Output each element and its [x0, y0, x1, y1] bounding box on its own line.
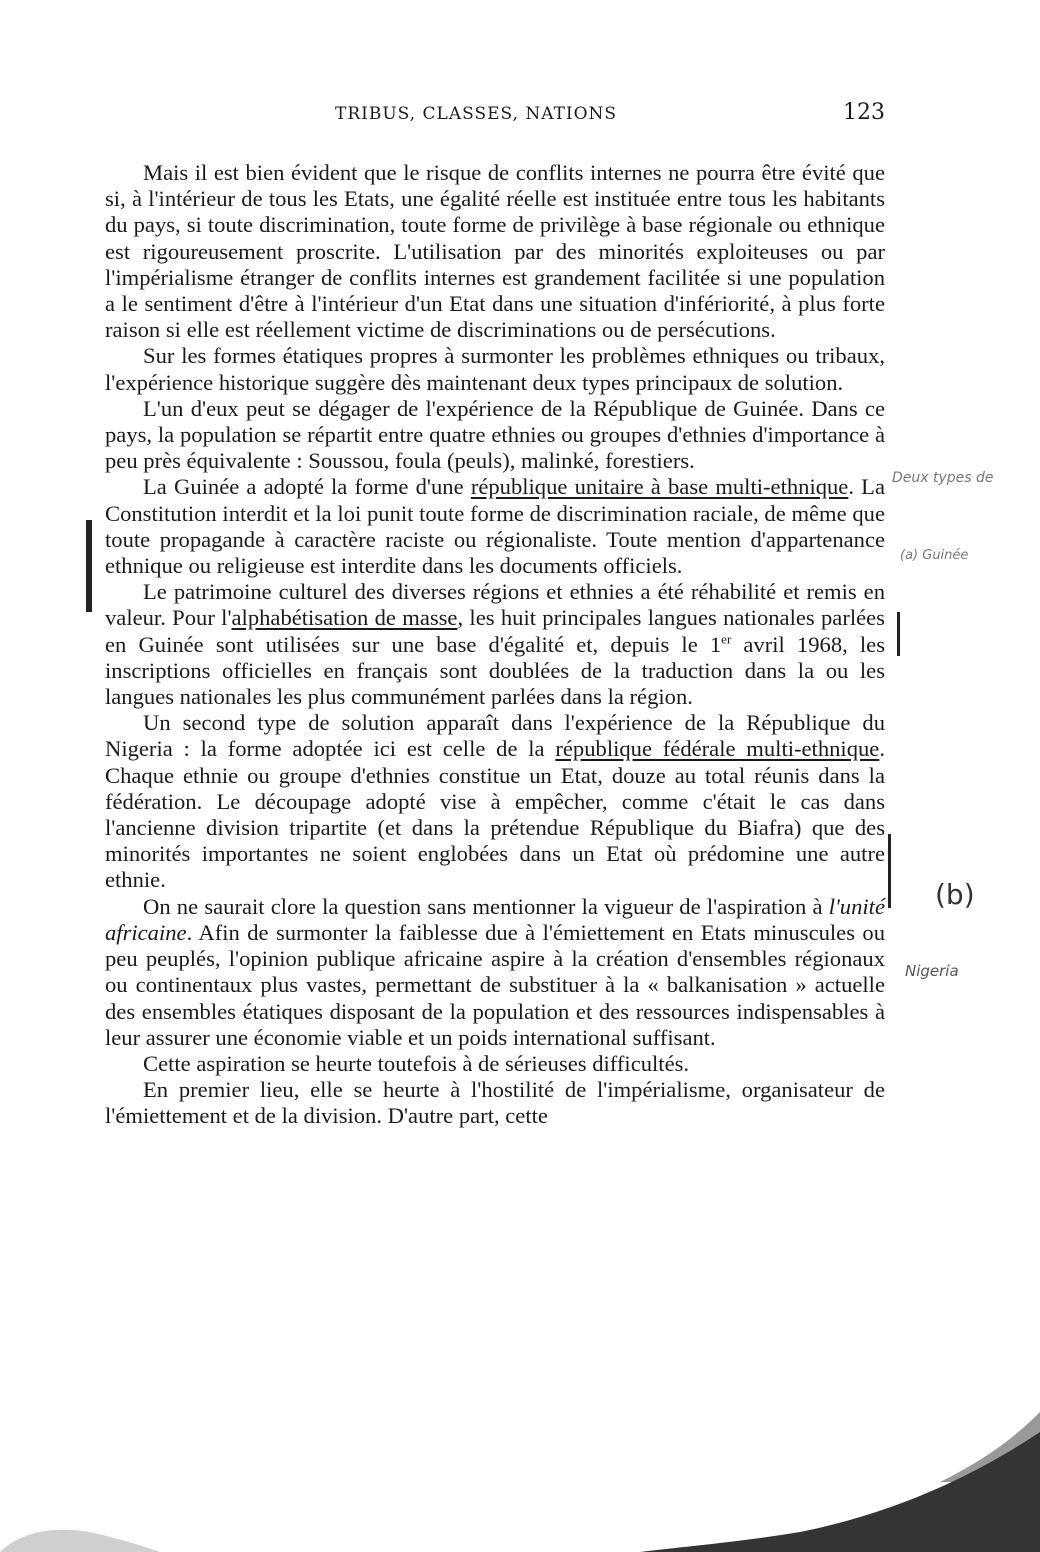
p5-middle: , les huit principales langues nationales parlées en Guinée sont utilisées sur une base d'égalité et, depuis le 1 — [105, 605, 885, 657]
margin-note-2: (a) Guinée — [900, 548, 969, 563]
p5-underlined-phrase: alphabétisation de masse — [231, 605, 458, 631]
paragraph-4 — [105, 474, 885, 579]
page-number: 123 — [843, 100, 885, 125]
scan-smudge-bottom-right — [600, 1412, 1040, 1552]
paragraph-7 — [105, 894, 885, 1051]
p5-superscript: er — [721, 631, 732, 647]
p7-italic-phrase: l'unité africaine — [105, 893, 885, 945]
scan-smudge-bottom-left — [0, 1492, 160, 1552]
paragraph-5 — [105, 579, 885, 710]
margin-note-4: Nigeria — [905, 962, 959, 980]
p7-before: On ne saurait clore la question sans mentionner la vigueur de l'aspiration à — [143, 893, 829, 919]
p6-before: Un second type de solution apparaît dans l'expérience de la République du Nigeria : la forme adoptée ici est celle de la — [105, 710, 885, 762]
paragraph-2: Sur les formes étatiques propres à surmonter les problèmes ethniques ou tribaux, l'expérience historique suggère dès maintenant deux types principaux de solution. — [105, 343, 885, 395]
p4-before: La Guinée a adopté la forme d'une — [143, 474, 471, 500]
left-margin-bar — [86, 520, 92, 612]
paragraph-3: L'un d'eux peut se dégager de l'expérience de la République de Guinée. Dans ce pays, la population se répartit entre quatre ethnies ou groupes d'ethnies d'importance à peu près équivalente : Soussou, foula (peuls), malinké, forestiers. — [105, 395, 885, 474]
right-margin-bar-1 — [897, 612, 900, 656]
p4-after: . La Constitution interdit et la loi punit toute forme de discrimination raciale, de même que toute propagande à caractère raciste ou régionaliste. Toute mention d'appartenance ethnique ou religieuse est interdite dans les documents officiels. — [105, 474, 885, 579]
running-title: TRIBUS, CLASSES, NATIONS — [335, 104, 618, 124]
paragraph-6 — [105, 710, 885, 893]
page-header — [105, 100, 885, 134]
p7-after: . Afin de surmonter la faiblesse due à l'émiettement en Etats minuscules ou peu peuplés, l'opinion publique africaine aspire à la création d'ensembles régionaux ou continentaux plus vastes, permettant de substituer à la « balkanisation » actuelle des ensembles étatiques disposant de la population et des ressources indispensables à leur assurer une économie viable et un poids international suffisant. — [105, 919, 885, 1050]
paragraph-1: Mais il est bien évident que le risque de conflits internes ne pourra être évité que si, à l'intérieur de tous les Etats, une égalité réelle est instituée entre tous les habitants du pays, si toute discrimination, toute forme de privilège à base régionale ou ethnique est rigoureusement proscrite. L'utilisation par des minorités exploiteuses ou par l'impérialisme étranger de conflits internes est grandement facilitée si une population a le sentiment d'être à l'intérieur d'un Etat dans une situation d'infériorité, à plus forte raison si elle est réellement victime de discriminations ou de persécutions. — [105, 160, 885, 343]
p4-underlined-phrase: république unitaire à base multi-ethnique — [470, 474, 849, 500]
p6-underlined-phrase: république fédérale multi-ethnique — [555, 736, 880, 762]
margin-note-3: (b) — [935, 878, 975, 911]
p6-after: . Chaque ethnie ou groupe d'ethnies constitue un Etat, douze au total réunis dans la fédération. Le découpage adopté vise à empêcher, comme c'était le cas dans l'ancienne division tripartite (et dans la prétendue République du Biafra) que des minorités importantes ne soient englobées dans un Etat où prédomine une autre ethnie. — [105, 736, 885, 893]
p5-after: avril 1968, les inscriptions officielles en français sont doublées de la traduction dans la ou les langues nationales les plus communément parlées dans la région. — [105, 631, 885, 710]
paragraph-8: Cette aspiration se heurte toutefois à de sérieuses difficultés. — [143, 1050, 690, 1076]
body-text — [105, 160, 885, 1130]
p5-before: Le patrimoine culturel des diverses régions et ethnies a été réhabilité et remis en valeur. Pour l' — [105, 579, 885, 631]
paragraph-9: En premier lieu, elle se heurte à l'hostilité de l'impérialisme, organisateur de l'émiettement et de la division. D'autre part, cette — [105, 1077, 885, 1129]
margin-note-1: Deux types de — [892, 470, 994, 486]
right-margin-bar-2 — [888, 834, 891, 908]
